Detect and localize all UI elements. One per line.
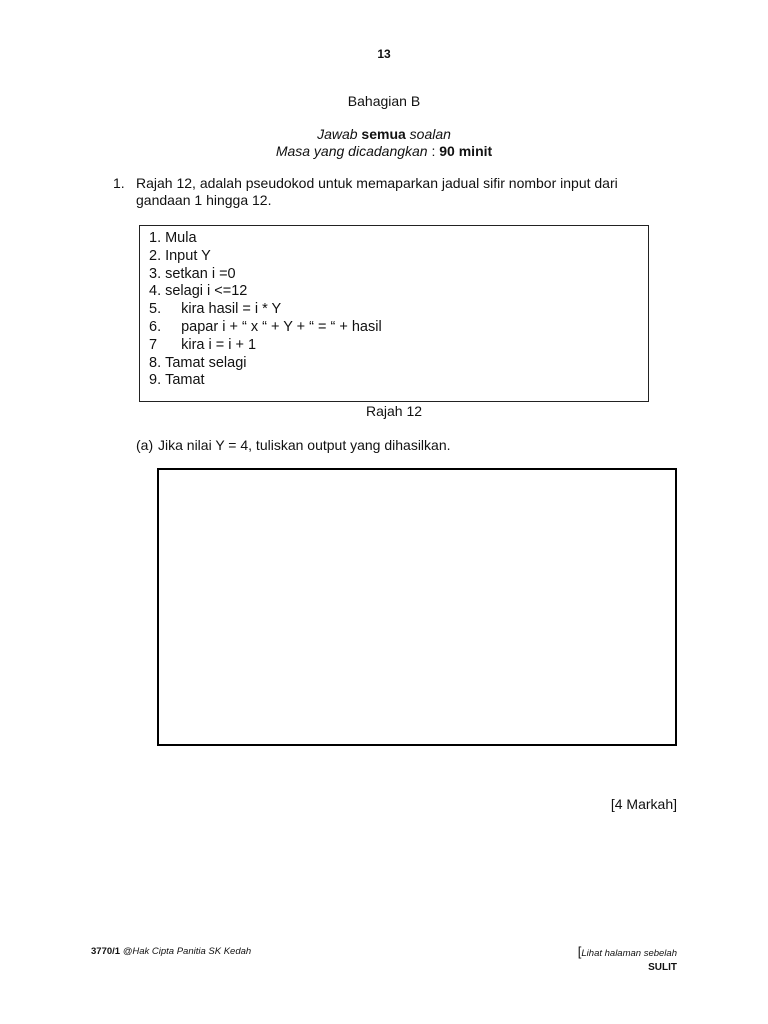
pseudocode-line-number: 5. bbox=[149, 301, 162, 318]
section-title: Bahagian B bbox=[347, 93, 421, 109]
copyright-text: @Hak Cipta Panitia SK Kedah bbox=[122, 946, 252, 957]
instruction-time-label: Masa yang dicadangkan bbox=[275, 143, 428, 159]
pseudocode-line bbox=[149, 355, 382, 373]
instruction-time-sep: : bbox=[427, 143, 440, 159]
paper-code: 3770/1 bbox=[91, 946, 121, 957]
pseudocode-box bbox=[139, 225, 649, 402]
pseudocode-line bbox=[149, 230, 382, 248]
part-a-label: (a) bbox=[136, 437, 154, 453]
pseudocode-list bbox=[149, 230, 382, 390]
pseudocode-line-code: papar i + “ x “ + Y + “ = “ + hasil bbox=[165, 318, 382, 335]
answer-box[interactable] bbox=[157, 468, 677, 746]
footer-left bbox=[91, 946, 251, 957]
pseudocode-line bbox=[149, 319, 382, 337]
pseudocode-line-number: 6. bbox=[149, 318, 162, 335]
pseudocode-line-number: 9. bbox=[149, 372, 162, 389]
footer-bracket: [ bbox=[577, 944, 582, 959]
classification-label: SULIT bbox=[648, 962, 677, 973]
pseudocode-line-code: selagi i <=12 bbox=[165, 283, 248, 300]
pseudocode-line-number: 4. bbox=[149, 283, 162, 300]
pseudocode-line bbox=[149, 301, 382, 319]
instruction-bold-1: semua bbox=[361, 126, 406, 142]
pseudocode-line bbox=[149, 372, 382, 390]
instruction-time-value: 90 minit bbox=[439, 143, 493, 159]
figure-caption: Rajah 12 bbox=[365, 403, 423, 419]
instruction-answer-all bbox=[0, 126, 768, 142]
pseudocode-line-code: kira i = i + 1 bbox=[165, 336, 257, 353]
pseudocode-line-code: Mula bbox=[165, 230, 197, 246]
question-text: Rajah 12, adalah pseudokod untuk memaparkan jadual sifir nombor input dari gandaan 1 hingga 12. bbox=[136, 175, 618, 208]
instruction-italic-2: soalan bbox=[405, 126, 451, 142]
pseudocode-line-number: 7 bbox=[149, 336, 158, 353]
question-number: 1. bbox=[113, 175, 125, 191]
instruction-italic-1: Jawab bbox=[317, 126, 362, 142]
pseudocode-line-number: 1. bbox=[149, 230, 162, 246]
pseudocode-line-code: Input Y bbox=[165, 247, 211, 264]
pseudocode-line bbox=[149, 337, 382, 355]
pseudocode-line bbox=[149, 248, 382, 266]
pseudocode-line bbox=[149, 266, 382, 284]
part-a-text: Jika nilai Y = 4, tuliskan output yang dihasilkan. bbox=[158, 437, 451, 453]
marks-label: [4 Markah] bbox=[610, 796, 677, 812]
next-page-text: Lihat halaman sebelah bbox=[581, 948, 677, 959]
pseudocode-line-number: 2. bbox=[149, 247, 162, 264]
footer-next-page bbox=[578, 944, 677, 959]
pseudocode-line-code: Tamat bbox=[165, 372, 205, 389]
pseudocode-line-number: 8. bbox=[149, 354, 162, 371]
pseudocode-line-code: Tamat selagi bbox=[165, 354, 247, 371]
page-number: 13 bbox=[377, 47, 391, 61]
pseudocode-line-number: 3. bbox=[149, 265, 162, 282]
pseudocode-line-code: kira hasil = i * Y bbox=[165, 301, 282, 318]
pseudocode-line-code: setkan i =0 bbox=[165, 265, 236, 282]
pseudocode-line bbox=[149, 283, 382, 301]
instruction-time bbox=[0, 143, 768, 159]
